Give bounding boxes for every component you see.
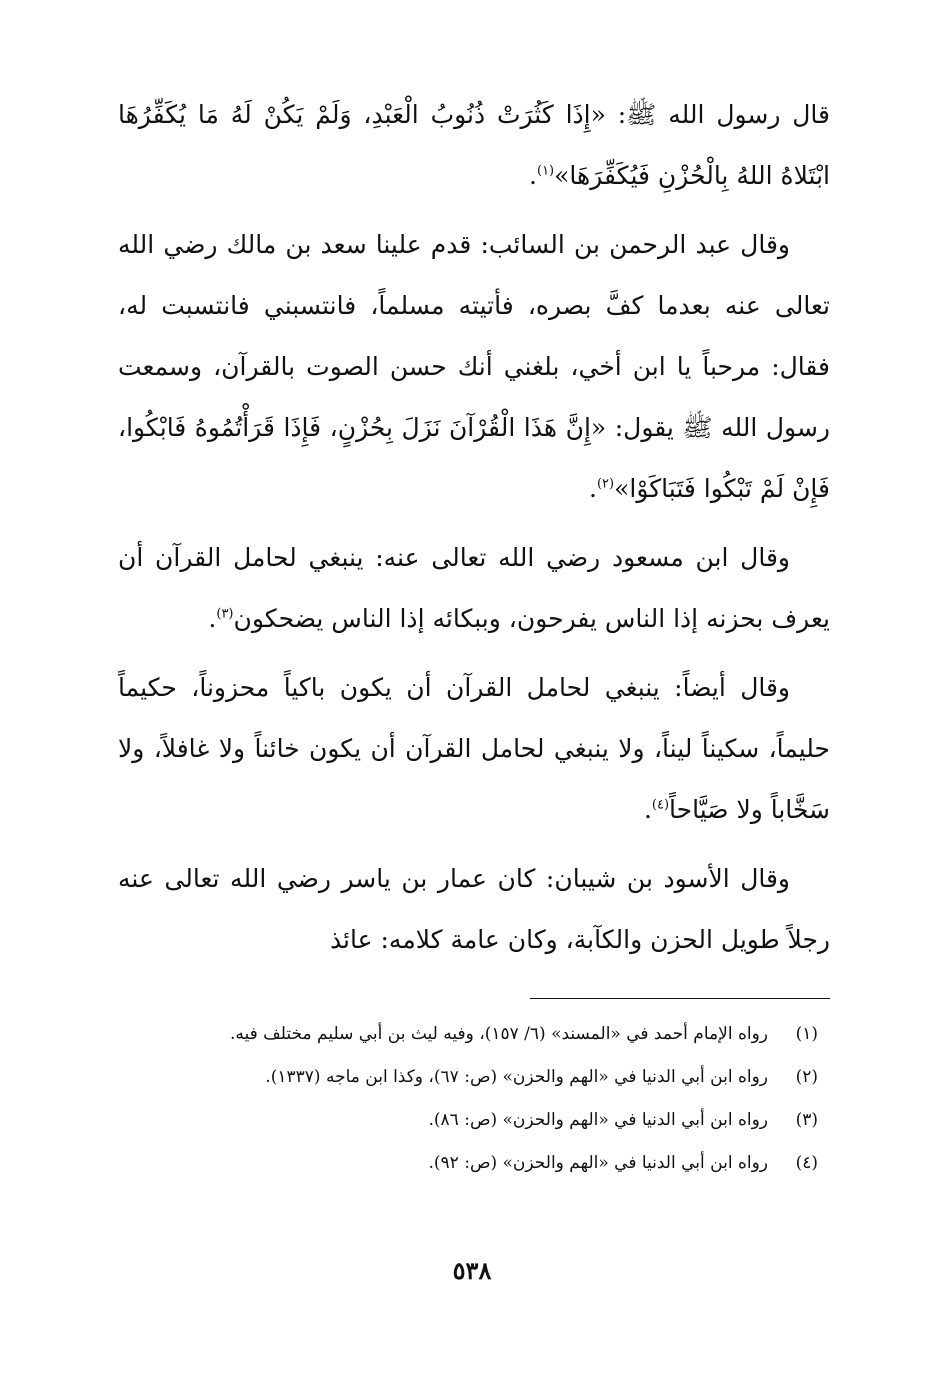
footnote-number: (٤): [795, 1153, 818, 1173]
footnote-3: [118, 1099, 830, 1142]
paragraph-end: .: [208, 604, 217, 633]
footnote-text: رواه ابن أبي الدنيا في «الهم والحزن» (ص: ٦٧)، وكذا ابن ماجه (١٣٣٧).: [265, 1067, 768, 1087]
book-page: [118, 84, 830, 1324]
footnote-ref-2: (٢): [596, 476, 615, 492]
footnote-text: رواه الإمام أحمد في «المسند» (٦/ ١٥٧)، وفيه ليث بن أبي سليم مختلف فيه.: [229, 1024, 768, 1044]
footnote-divider: [530, 998, 830, 999]
footnote-4: [118, 1142, 830, 1185]
footnotes: [118, 1013, 830, 1185]
page-number: ٥٣٨: [452, 1256, 492, 1285]
paragraph-text: قال رسول الله ﷺ: «إِذَا كَثُرَتْ ذُنُوبُ الْعَبْدِ، وَلَمْ يَكُنْ لَهُ مَا يُكَفِّرُهَا ابْتَلاهُ اللهُ بِالْحُزْنِ فَيُكَفِّرَهَا»: [118, 100, 830, 190]
footnote-number: (٣): [795, 1110, 818, 1130]
main-text: [118, 84, 830, 970]
paragraph-1: [118, 84, 830, 206]
paragraph-text: وقال أيضاً: ينبغي لحامل القرآن أن يكون باكياً محزوناً، حكيماً حليماً، سكيناً ليناً، ولا ينبغي لحامل القرآن أن يكون خائناً ولا غافلاً، ولا سَخَّاباً ولا صَيَّاحاً: [118, 673, 830, 824]
footnote-ref-3: (٣): [216, 606, 234, 622]
paragraph-end: .: [589, 474, 597, 503]
footnote-text: رواه ابن أبي الدنيا في «الهم والحزن» (ص: ٨٦).: [428, 1110, 768, 1130]
paragraph-end: .: [529, 161, 537, 190]
footnote-2: [118, 1056, 830, 1099]
footnote-number: (٢): [795, 1067, 818, 1087]
paragraph-4: [118, 657, 830, 840]
paragraph-2: [118, 214, 830, 519]
paragraph-text: وقال عبد الرحمن بن السائب: قدم علينا سعد بن مالك رضي الله تعالى عنه بعدما كفَّ بصره، فأتيته مسلماً، فانتسبني فانتسبت له، فقال: مرحباً يا ابن أخي، بلغني أنك حسن الصوت بالقرآن، وسمعت رسول الله ﷺ يقول: «إِنَّ هَذَا الْقُرْآنَ نَزَلَ بِحُزْنٍ، فَإِذَا قَرَأْتُمُوهُ فَابْكُوا، فَإِنْ لَمْ تَبْكُوا فَتَبَاكَوْا»: [118, 230, 830, 503]
paragraph-5: [118, 848, 830, 970]
footnote-ref-1: (١): [536, 163, 555, 179]
footnote-number: (١): [795, 1024, 818, 1044]
footnote-text: رواه ابن أبي الدنيا في «الهم والحزن» (ص: ٩٢).: [428, 1153, 768, 1173]
paragraph-text: وقال الأسود بن شيبان: كان عمار بن ياسر رضي الله تعالى عنه رجلاً طويل الحزن والكآبة، وكان عامة كلامه: عائذ: [118, 864, 830, 954]
paragraph-3: [118, 527, 830, 649]
paragraph-end: .: [643, 795, 652, 824]
paragraph-text: وقال ابن مسعود رضي الله تعالى عنه: ينبغي لحامل القرآن أن يعرف بحزنه إذا الناس يفرحون، وببكائه إذا الناس يضحكون: [118, 543, 830, 633]
footnote-ref-4: (٤): [651, 797, 670, 813]
footnote-1: [118, 1013, 830, 1056]
